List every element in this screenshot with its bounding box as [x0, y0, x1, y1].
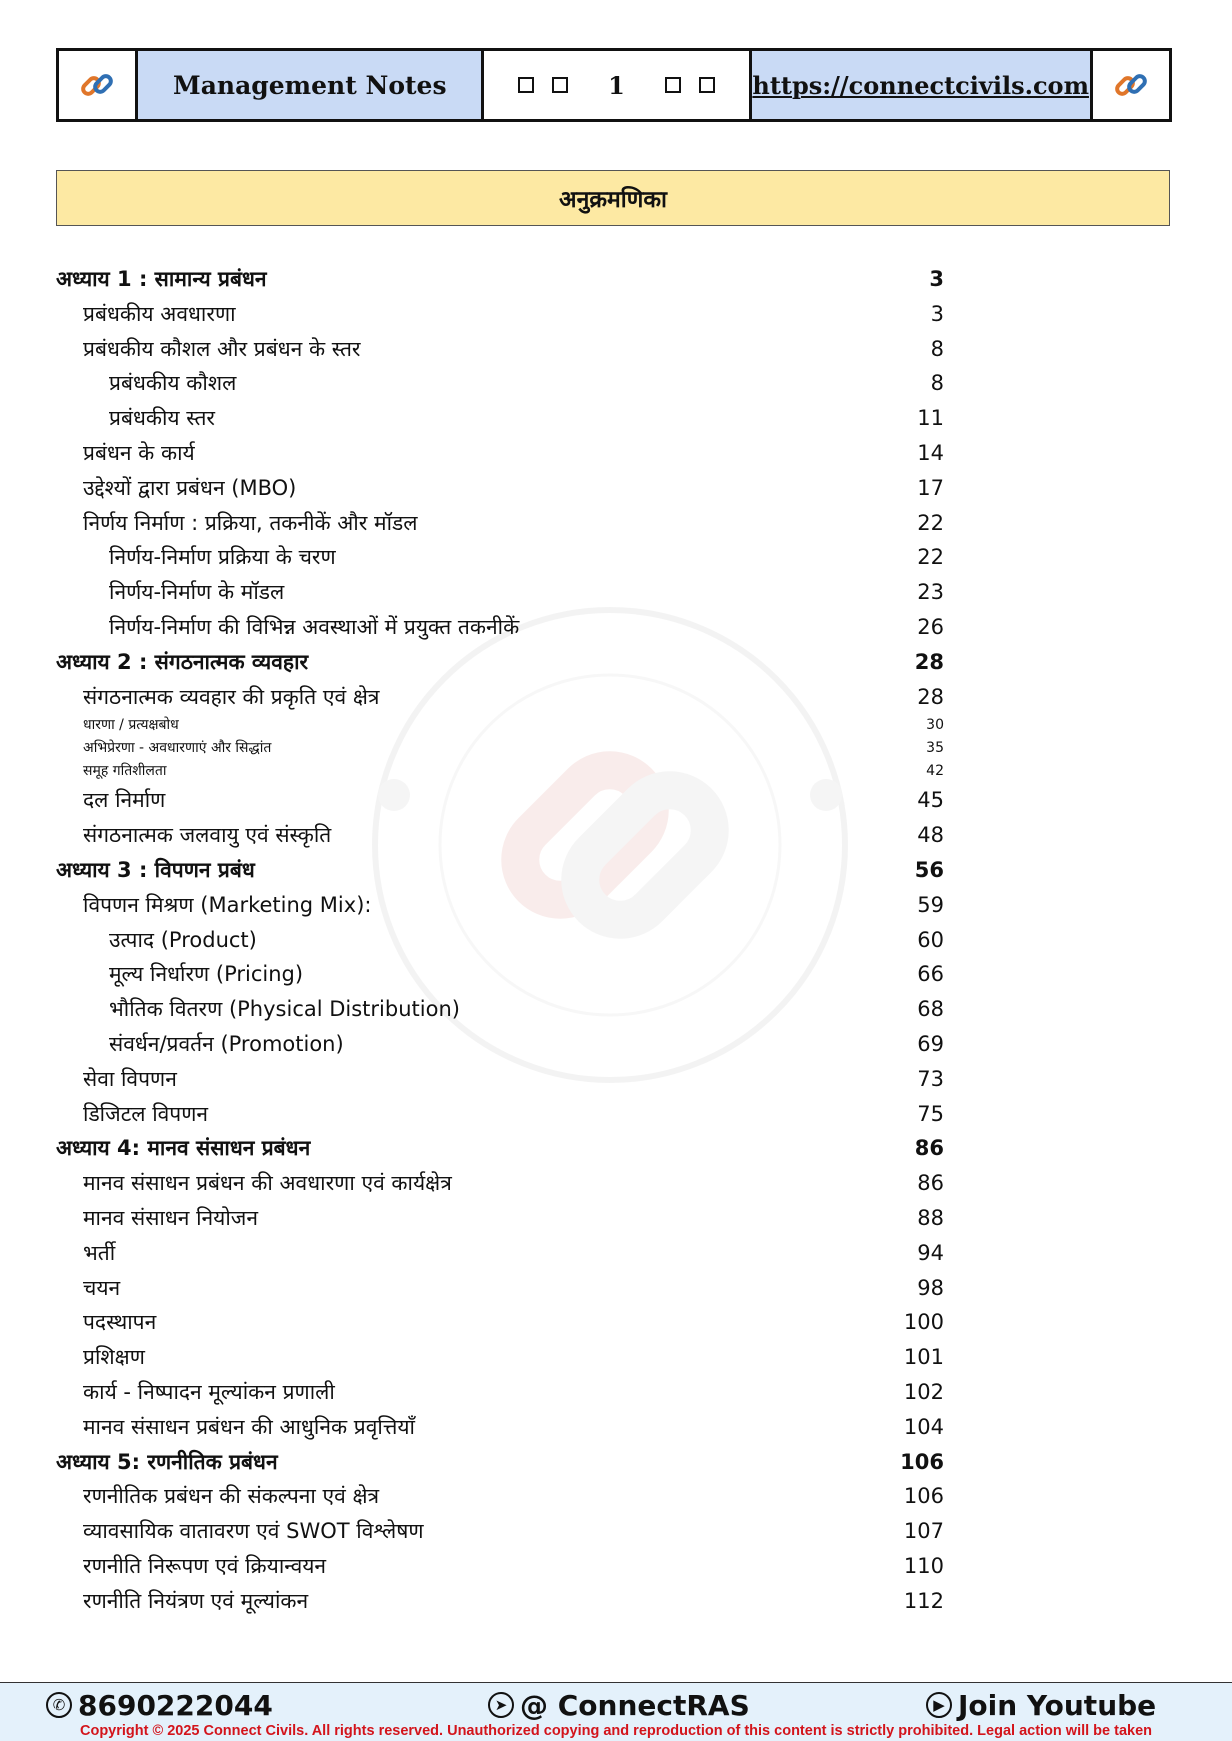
- toc-entry-page: 30: [926, 717, 944, 734]
- toc-entry-page: 102: [903, 1379, 944, 1404]
- youtube-icon: ▶: [926, 1692, 952, 1718]
- square-glyph: [518, 77, 534, 93]
- toc-entry-title: पदस्थापन: [83, 1310, 157, 1335]
- toc-entry[interactable]: [56, 1305, 944, 1340]
- toc-entry-title: सेवा विपणन: [83, 1066, 177, 1091]
- toc-entry-page: 106: [903, 1484, 944, 1509]
- toc-entry-page: 56: [914, 857, 944, 882]
- toc-entry-title: भर्ती: [83, 1240, 116, 1265]
- toc-entry[interactable]: [56, 575, 944, 610]
- table-of-contents: [56, 262, 944, 1618]
- youtube-label: Join Youtube: [958, 1688, 1157, 1722]
- telegram-icon: ➤: [488, 1692, 514, 1718]
- header-url-cell: [752, 51, 1090, 119]
- toc-entry-page: 86: [917, 1171, 944, 1196]
- toc-entry-page: 112: [903, 1588, 944, 1613]
- toc-entry[interactable]: [56, 297, 944, 332]
- toc-entry-title: मानव संसाधन नियोजन: [83, 1205, 259, 1230]
- toc-entry-title: चयन: [83, 1275, 121, 1300]
- toc-entry-page: 98: [917, 1275, 944, 1300]
- phone-number: 8690222044: [78, 1688, 273, 1722]
- toc-entry-title: कार्य - निष्पादन मूल्यांकन प्रणाली: [83, 1379, 335, 1404]
- toc-entry-title: दल निर्माण: [83, 788, 166, 813]
- toc-entry-page: 60: [917, 927, 944, 952]
- toc-entry-title: प्रबंधकीय अवधारणा: [83, 301, 236, 326]
- toc-entry-title: उत्पाद (Product): [109, 927, 257, 952]
- toc-entry-page: 86: [914, 1136, 944, 1161]
- toc-entry-page: 28: [917, 684, 944, 709]
- toc-entry[interactable]: [56, 540, 944, 575]
- toc-entry-page: 104: [903, 1414, 944, 1439]
- toc-entry-title: अध्याय 2 : संगठनात्मक व्यवहार: [56, 649, 309, 674]
- toc-entry-title: संवर्धन/प्रवर्तन (Promotion): [109, 1031, 344, 1056]
- toc-entry-title: संगठनात्मक व्यवहार की प्रकृति एवं क्षेत्र: [83, 684, 380, 709]
- page-number: 1: [608, 70, 625, 100]
- toc-entry-page: 17: [917, 475, 944, 500]
- toc-entry-page: 59: [917, 892, 944, 917]
- toc-entry-title: मानव संसाधन प्रबंधन की आधुनिक प्रवृत्तियाँ: [83, 1414, 415, 1439]
- toc-entry-page: 69: [917, 1031, 944, 1056]
- toc-entry[interactable]: [56, 366, 944, 401]
- toc-entry[interactable]: [56, 888, 944, 923]
- index-heading: अनुक्रमणिका: [56, 170, 1170, 226]
- footer-phone[interactable]: [46, 1687, 273, 1723]
- toc-entry-title: अध्याय 3 : विपणन प्रबंध: [56, 857, 255, 882]
- toc-entry-title: रणनीति नियंत्रण एवं मूल्यांकन: [83, 1588, 309, 1613]
- toc-entry[interactable]: [56, 923, 944, 958]
- page-footer: [0, 1682, 1232, 1741]
- toc-entry-title: व्यावसायिक वातावरण एवं SWOT विश्लेषण: [83, 1519, 424, 1544]
- toc-entry-title: संगठनात्मक जलवायु एवं संस्कृति: [83, 823, 332, 848]
- toc-entry-title: अध्याय 1 : सामान्य प्रबंधन: [56, 267, 267, 291]
- toc-entry[interactable]: [56, 1201, 944, 1236]
- toc-entry[interactable]: [56, 1027, 944, 1062]
- toc-entry-title: प्रशिक्षण: [83, 1345, 145, 1370]
- toc-chapter[interactable]: [56, 1445, 944, 1480]
- toc-entry-page: 88: [917, 1205, 944, 1230]
- header-title: Management Notes: [138, 51, 484, 119]
- toc-entry-page: 68: [917, 997, 944, 1022]
- footer-telegram[interactable]: [488, 1687, 750, 1723]
- page-header: [56, 48, 1172, 122]
- toc-chapter[interactable]: [56, 262, 944, 297]
- toc-entry-title: अध्याय 4: मानव संसाधन प्रबंधन: [56, 1136, 311, 1161]
- toc-entry[interactable]: [56, 1166, 944, 1201]
- toc-entry[interactable]: [56, 1236, 944, 1271]
- square-glyph: [552, 77, 568, 93]
- toc-entry-title: उद्देश्यों द्वारा प्रबंधन (MBO): [83, 475, 297, 500]
- header-page-cell: [484, 51, 751, 119]
- toc-entry-title: रणनीतिक प्रबंधन की संकल्पना एवं क्षेत्र: [83, 1484, 380, 1509]
- toc-entry-page: 22: [917, 545, 944, 570]
- link-icon: [1112, 66, 1150, 104]
- toc-entry-page: 45: [917, 788, 944, 813]
- toc-entry-title: डिजिटल विपणन: [83, 1101, 209, 1126]
- toc-entry[interactable]: [56, 783, 944, 818]
- toc-entry-page: 66: [917, 962, 944, 987]
- toc-entry-page: 42: [926, 763, 944, 780]
- website-link[interactable]: https://connectcivils.com: [752, 70, 1089, 100]
- toc-entry[interactable]: [56, 471, 944, 506]
- footer-youtube[interactable]: [926, 1687, 1156, 1723]
- toc-entry-page: 106: [900, 1449, 944, 1474]
- toc-entry-title: प्रबंधन के कार्य: [83, 440, 195, 465]
- toc-entry-page: 107: [903, 1519, 944, 1544]
- toc-entry[interactable]: [56, 1584, 944, 1619]
- toc-entry[interactable]: [56, 610, 944, 645]
- toc-entry-title: धारणा / प्रत्यक्षबोध: [83, 717, 179, 734]
- toc-entry-page: 75: [917, 1101, 944, 1126]
- toc-entry-title: समूह गतिशीलता: [83, 763, 167, 780]
- toc-entry-page: 11: [917, 406, 944, 431]
- toc-entry-page: 100: [903, 1310, 944, 1335]
- toc-entry-title: अभिप्रेरणा - अवधारणाएं और सिद्धांत: [83, 740, 272, 757]
- toc-entry-title: प्रबंधकीय कौशल: [109, 371, 237, 396]
- toc-entry[interactable]: [56, 436, 944, 471]
- toc-entry-title: रणनीति निरूपण एवं क्रियान्वयन: [83, 1553, 327, 1578]
- header-link-cell-left: [59, 51, 138, 119]
- toc-entry-title: निर्णय-निर्माण के मॉडल: [109, 580, 285, 605]
- toc-entry-title: विपणन मिश्रण (Marketing Mix):: [83, 892, 372, 917]
- square-glyph: [699, 77, 715, 93]
- toc-entry-page: 73: [917, 1066, 944, 1091]
- toc-entry-title: निर्णय निर्माण : प्रक्रिया, तकनीकें और मॉडल: [83, 510, 418, 535]
- toc-entry-page: 8: [930, 336, 944, 361]
- toc-entry-page: 26: [917, 614, 944, 639]
- toc-chapter[interactable]: [56, 645, 944, 680]
- square-glyph: [665, 77, 681, 93]
- toc-entry-title: प्रबंधकीय स्तर: [109, 406, 216, 431]
- toc-entry[interactable]: [56, 1097, 944, 1132]
- toc-entry[interactable]: [56, 1062, 944, 1097]
- toc-entry-page: 94: [917, 1240, 944, 1265]
- toc-entry[interactable]: [56, 506, 944, 541]
- toc-entry[interactable]: [56, 1514, 944, 1549]
- toc-entry-page: 3: [929, 267, 944, 291]
- toc-entry[interactable]: [56, 1479, 944, 1514]
- toc-entry-page: 48: [917, 823, 944, 848]
- toc-entry-page: 8: [930, 371, 944, 396]
- toc-entry-title: मूल्य निर्धारण (Pricing): [109, 962, 304, 987]
- header-link-cell-right: [1090, 51, 1169, 119]
- telegram-handle: @ ConnectRAS: [520, 1688, 750, 1722]
- toc-entry-title: प्रबंधकीय कौशल और प्रबंधन के स्तर: [83, 336, 361, 361]
- toc-entry[interactable]: [56, 760, 944, 783]
- toc-entry[interactable]: [56, 957, 944, 992]
- toc-entry-page: 22: [917, 510, 944, 535]
- toc-entry-title: निर्णय-निर्माण की विभिन्न अवस्थाओं में प्रयुक्त तकनीकें: [109, 614, 520, 639]
- toc-entry[interactable]: [56, 1549, 944, 1584]
- toc-chapter[interactable]: [56, 1131, 944, 1166]
- toc-chapter[interactable]: [56, 853, 944, 888]
- toc-entry[interactable]: [56, 992, 944, 1027]
- toc-entry[interactable]: [56, 737, 944, 760]
- toc-entry[interactable]: [56, 680, 944, 715]
- toc-entry-page: 35: [926, 740, 944, 757]
- toc-entry-title: मानव संसाधन प्रबंधन की अवधारणा एवं कार्यक्षेत्र: [83, 1171, 452, 1196]
- copyright-notice: Copyright © 2025 Connect Civils. All rights reserved. Unauthorized copying and reproduction of this content is strictly prohibited. Legal action will be taken: [79, 1723, 1153, 1739]
- toc-entry-page: 23: [917, 580, 944, 605]
- toc-entry-page: 3: [930, 301, 944, 326]
- toc-entry[interactable]: [56, 1375, 944, 1410]
- toc-entry-title: अध्याय 5: रणनीतिक प्रबंधन: [56, 1449, 278, 1474]
- link-icon: [78, 66, 116, 104]
- toc-entry-page: 28: [914, 649, 944, 674]
- toc-entry-page: 14: [917, 440, 944, 465]
- toc-entry[interactable]: [56, 714, 944, 737]
- toc-entry-title: भौतिक वितरण (Physical Distribution): [109, 997, 460, 1022]
- phone-icon: ✆: [46, 1692, 72, 1718]
- toc-entry[interactable]: [56, 401, 944, 436]
- toc-entry-title: निर्णय-निर्माण प्रक्रिया के चरण: [109, 545, 336, 570]
- toc-entry[interactable]: [56, 1410, 944, 1445]
- toc-entry[interactable]: [56, 818, 944, 853]
- toc-entry[interactable]: [56, 1340, 944, 1375]
- toc-entry-page: 110: [903, 1553, 944, 1578]
- toc-entry-page: 101: [903, 1345, 944, 1370]
- toc-entry[interactable]: [56, 332, 944, 367]
- toc-entry[interactable]: [56, 1271, 944, 1306]
